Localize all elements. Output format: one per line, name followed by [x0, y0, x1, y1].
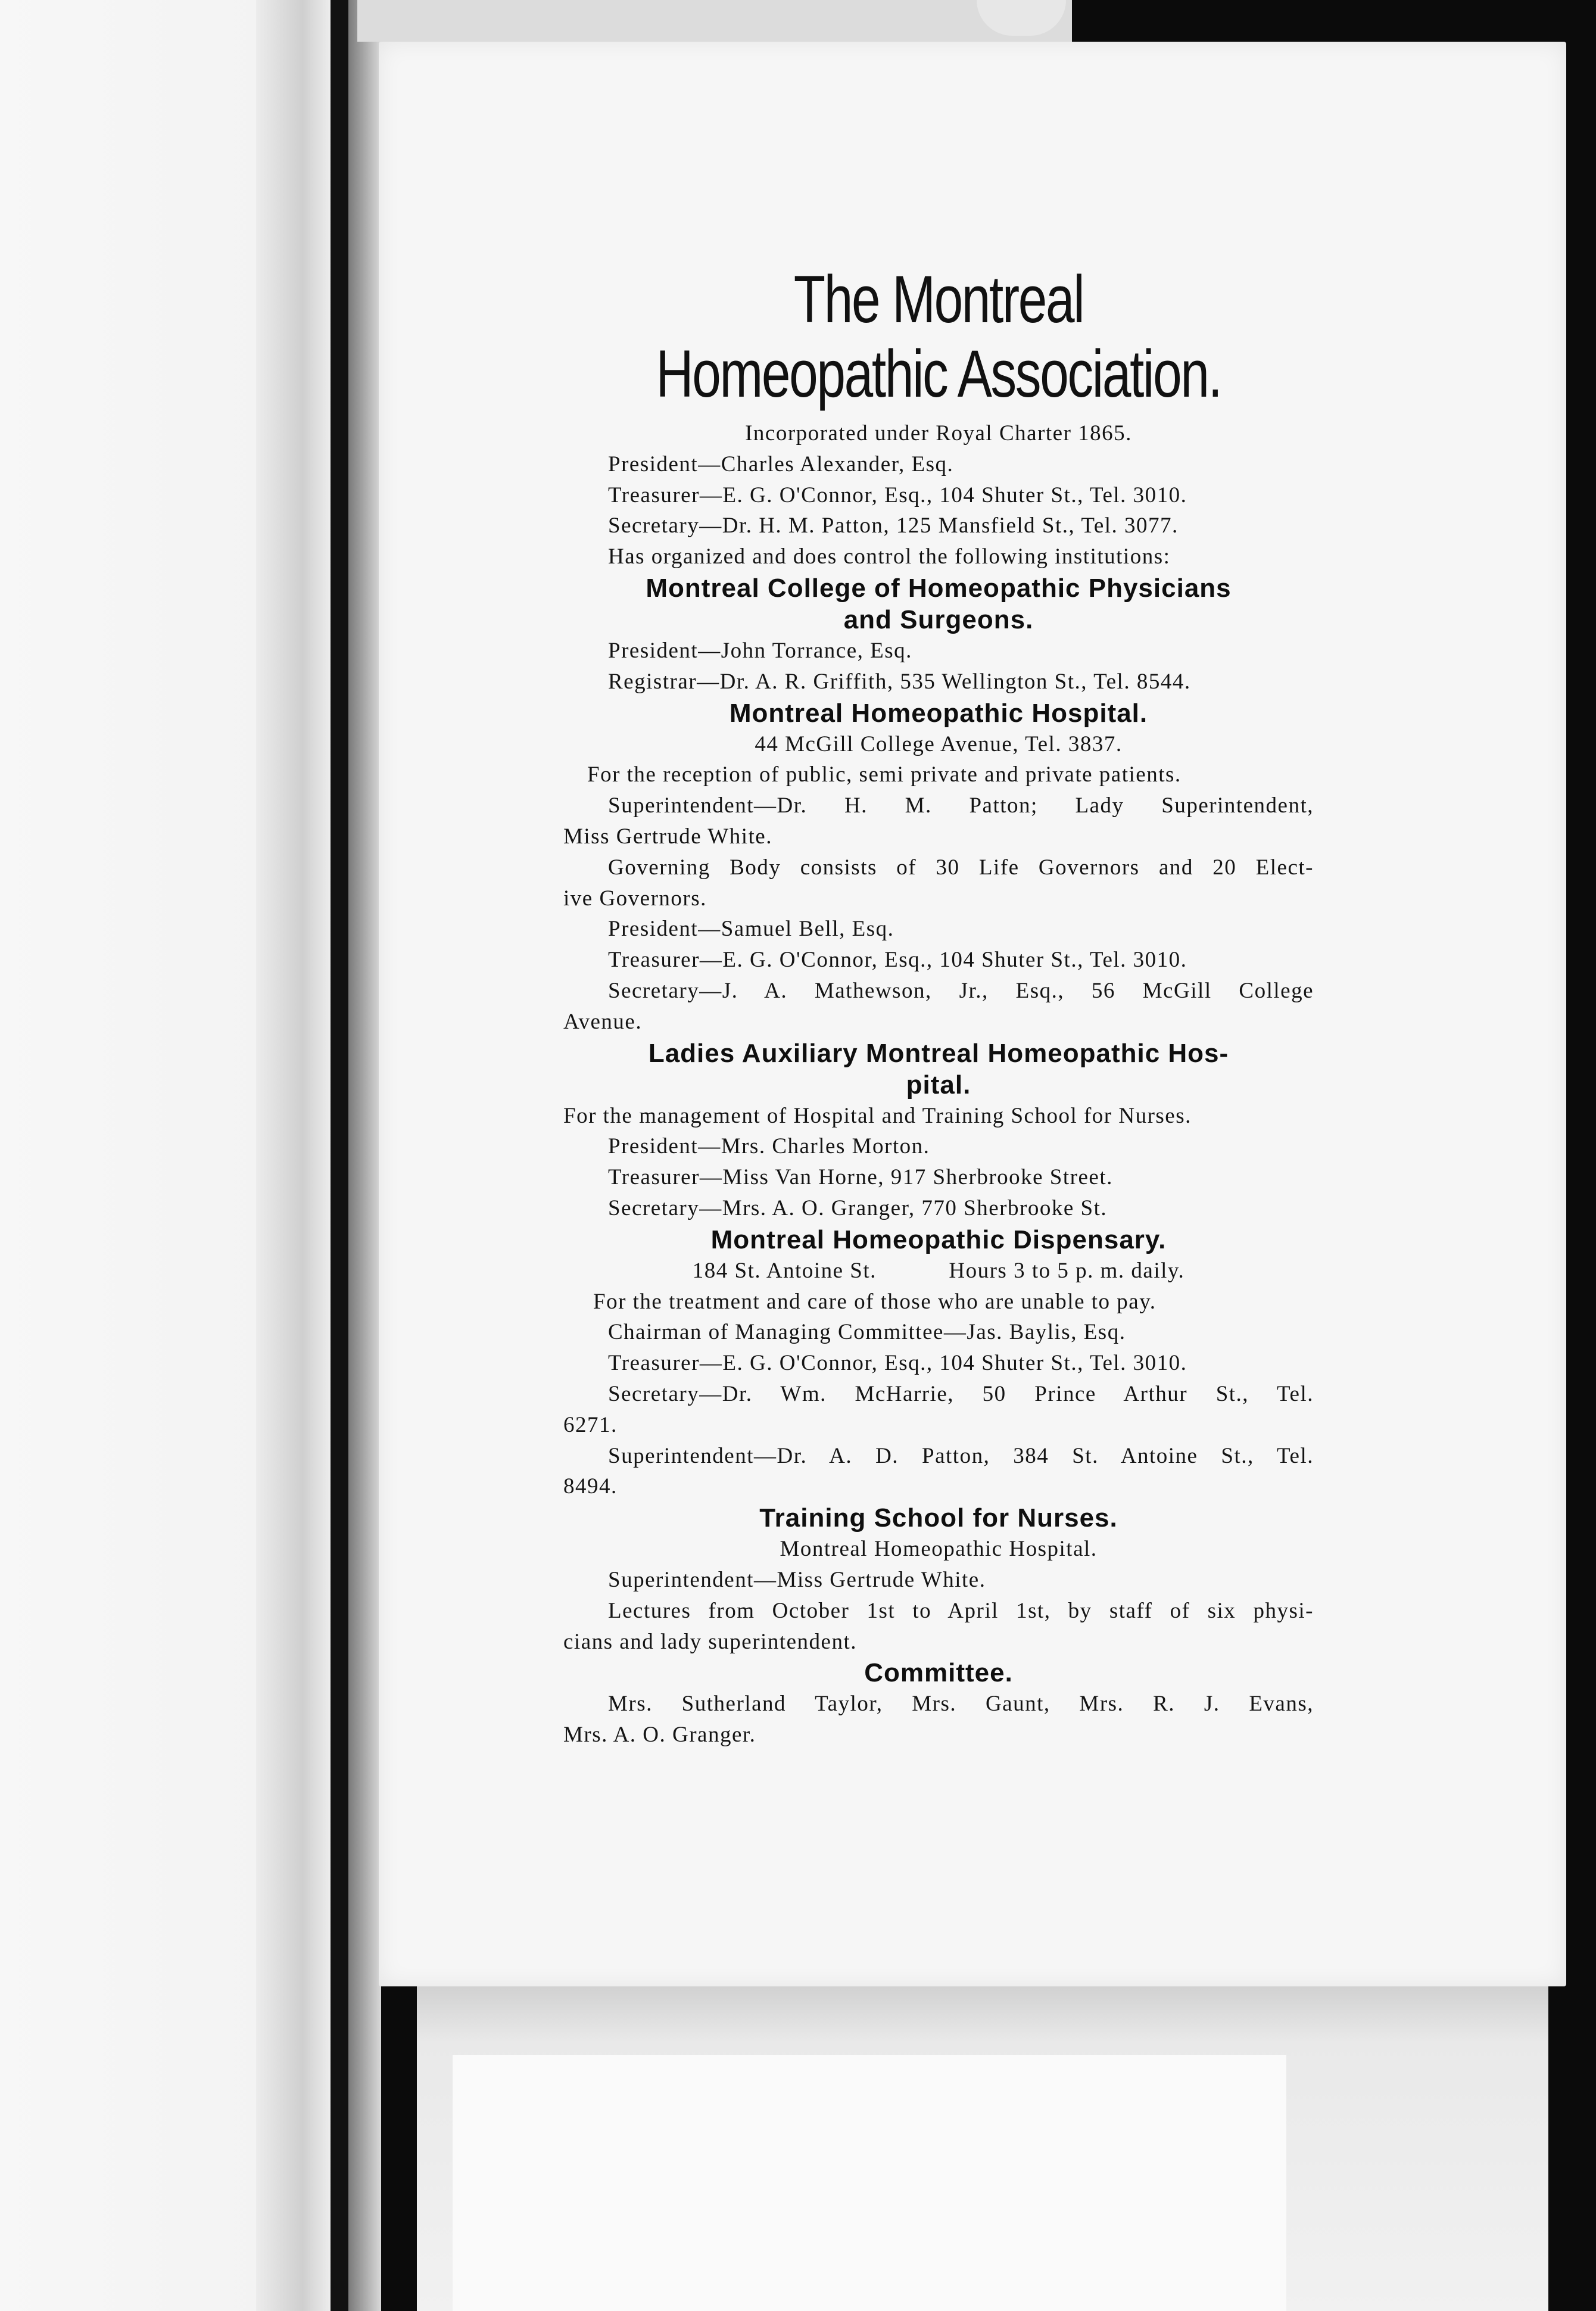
ladies-heading-line1: Ladies Auxiliary Montreal Homeopathic Hos-	[648, 1038, 1229, 1068]
dispensary-superintendent-line1: Superintendent—Dr. A. D. Patton, 384 St. Antoine St., Tel.	[608, 1443, 1314, 1468]
association-organized: Has organized and does control the following institutions:	[608, 544, 1171, 569]
hospital-treasurer: Treasurer—E. G. O'Connor, Esq., 104 Shuter St., Tel. 3010.	[608, 948, 1187, 973]
association-secretary: Secretary—Dr. H. M. Patton, 125 Mansfield St., Tel. 3077.	[608, 513, 1179, 538]
ladies-heading-line2: pital.	[906, 1070, 971, 1100]
committee-members-line1: Mrs. Sutherland Taylor, Mrs. Gaunt, Mrs. R. J. Evans,	[608, 1692, 1314, 1717]
college-registrar: Registrar—Dr. A. R. Griffith, 535 Wellington St., Tel. 8544.	[608, 669, 1191, 694]
dispensary-superintendent-line2: 8494.	[563, 1474, 618, 1499]
college-president: President—John Torrance, Esq.	[608, 638, 912, 663]
training-lectures-line1: Lectures from October 1st to April 1st, by staff of six physi-	[608, 1598, 1314, 1623]
hospital-president: President—Samuel Bell, Esq.	[608, 917, 894, 942]
training-lectures-line2: cians and lady superintendent.	[563, 1629, 857, 1654]
book-spine	[331, 0, 348, 2311]
college-heading-line1: Montreal College of Homeopathic Physicians	[646, 573, 1232, 603]
top-page-strip	[357, 0, 1072, 42]
ladies-president: President—Mrs. Charles Morton.	[608, 1134, 930, 1159]
dispensary-secretary-line1: Secretary—Dr. Wm. McHarrie, 50 Prince Arthur St., Tel.	[608, 1381, 1314, 1406]
hospital-secretary-line2: Avenue.	[563, 1009, 643, 1034]
dispensary-secretary-line2: 6271.	[563, 1412, 618, 1437]
dispensary-hours: Hours 3 to 5 p. m. daily.	[949, 1258, 1185, 1283]
incorporated-line: Incorporated under Royal Charter 1865.	[745, 421, 1132, 446]
hospital-heading: Montreal Homeopathic Hospital.	[729, 698, 1148, 728]
ladies-secretary: Secretary—Mrs. A. O. Granger, 770 Sherbrooke St.	[608, 1195, 1108, 1220]
dispensary-address-hours	[563, 1256, 1314, 1287]
committee-heading: Committee.	[864, 1658, 1013, 1688]
hospital-secretary-line1: Secretary—J. A. Mathewson, Jr., Esq., 56 McGill College	[608, 978, 1314, 1003]
training-superintendent: Superintendent—Miss Gertrude White.	[608, 1567, 986, 1592]
facing-page-edge	[256, 0, 333, 2311]
dispensary-address: 184 St. Antoine St.	[692, 1258, 877, 1283]
committee-members-line2: Mrs. A. O. Granger.	[563, 1723, 756, 1748]
document-page	[379, 42, 1566, 1986]
hospital-reception: For the reception of public, semi private and private patients.	[587, 762, 1182, 787]
hospital-governing-line1: Governing Body consists of 30 Life Governors and 20 Elect-	[608, 855, 1314, 880]
lower-sheet-inner	[453, 2055, 1286, 2311]
ladies-treasurer: Treasurer—Miss Van Horne, 917 Sherbrooke Street.	[608, 1165, 1113, 1190]
ladies-purpose: For the management of Hospital and Training School for Nurses.	[563, 1103, 1192, 1128]
college-heading-line2: and Surgeons.	[843, 605, 1034, 634]
hospital-address: 44 McGill College Avenue, Tel. 3837.	[755, 731, 1123, 756]
spine-shadow	[348, 0, 381, 2311]
dispensary-heading: Montreal Homeopathic Dispensary.	[710, 1225, 1167, 1254]
page-title: The Montreal Homeopathic Association.	[656, 262, 1221, 411]
dispensary-purpose: For the treatment and care of those who are unable to pay.	[593, 1289, 1157, 1314]
hospital-superintendent-line1: Superintendent—Dr. H. M. Patton; Lady Superintendent,	[608, 793, 1314, 818]
hospital-superintendent-line2: Miss Gertrude White.	[563, 824, 772, 849]
training-location: Montreal Homeopathic Hospital.	[780, 1537, 1098, 1562]
association-treasurer: Treasurer—E. G. O'Connor, Esq., 104 Shuter St., Tel. 3010.	[608, 482, 1187, 507]
training-heading: Training School for Nurses.	[759, 1503, 1118, 1533]
dispensary-treasurer: Treasurer—E. G. O'Connor, Esq., 104 Shuter St., Tel. 3010.	[608, 1351, 1187, 1376]
dispensary-chairman: Chairman of Managing Committee—Jas. Baylis, Esq.	[608, 1320, 1126, 1345]
hospital-governing-line2: ive Governors.	[563, 886, 707, 911]
association-president: President—Charles Alexander, Esq.	[608, 451, 954, 476]
page-content	[563, 262, 1314, 1751]
